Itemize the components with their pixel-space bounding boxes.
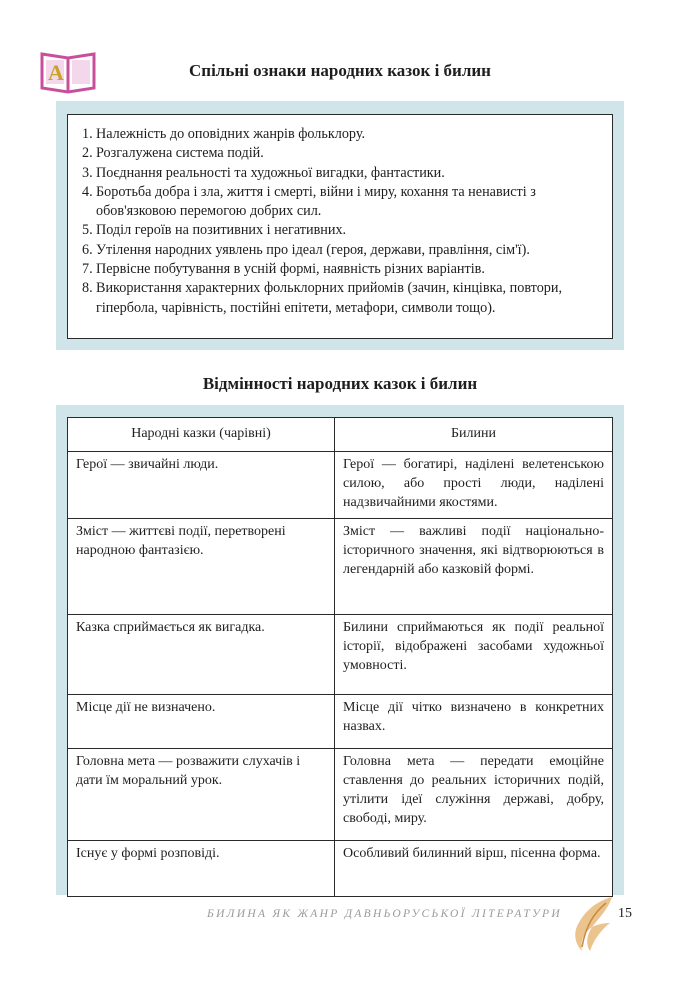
differences-box [56, 405, 624, 895]
differences-table [67, 417, 613, 897]
running-footer: БИЛИНА ЯК ЖАНР ДАВНЬОРУСЬКОЇ ЛІТЕРАТУРИ [206, 908, 562, 920]
list-item: Належність до оповідних жанрів фольклору. [96, 126, 366, 142]
table-row [68, 841, 613, 897]
table-cell: Головна мета — передати емоційне ставлення до реальних історичних подій, утілити ідеї служіння державі, добру, свободі, миру. [335, 749, 613, 841]
table-row [68, 749, 613, 841]
list-item: Поєднання реальності та художньої вигадки, фантастики. [96, 164, 445, 181]
list-item: Утілення народних уявлень про ідеал (героя, держави, правління, сім'ї). [96, 241, 530, 258]
table-cell: Особливий билинний вірш, пісенна форма. [335, 841, 613, 897]
common-features-title: Спільні ознаки народних казок і билин [189, 61, 491, 80]
list-item: Поділ героїв на позитивних і негативних. [96, 222, 347, 239]
table-cell: Зміст — важливі події національно-історичного значення, які відтворюються в легендарній або казковій формі. [335, 519, 613, 615]
table-cell: Герої — звичайні люди. [68, 452, 335, 519]
quill-ornament-icon [566, 893, 618, 955]
column-header-tales: Народні казки (чарівні) [68, 418, 335, 452]
table-cell: Казка сприймається як вигадка. [68, 615, 335, 695]
book-icon-letter: А [48, 60, 64, 85]
table-cell: Місце дії не визначено. [68, 695, 335, 749]
table-cell: Герої — богатирі, наділені велетенською силою, або прості люди, наділені надзвичайними якостями. [335, 452, 613, 519]
common-features-list [68, 115, 612, 318]
differences-title: Відмінності народних казок і билин [202, 374, 478, 393]
list-item: Використання характерних фольклорних прийомів (зачин, кінцівка, повтори, гіпербола, чарівність, постійні епітети, метафори, символи тощо). [96, 280, 563, 316]
list-item: Боротьба добра і зла, життя і смерті, війни і миру, кохання та ненависті з обов'язковою перемогою добрих сил. [96, 183, 536, 220]
table-cell: Зміст — життєві події, перетворені народною фантазією. [68, 519, 335, 615]
common-features-box [56, 101, 624, 350]
table-cell: Місце дії чітко визначено в конкретних назвах. [335, 695, 613, 749]
common-features-frame [67, 114, 613, 339]
book-icon [38, 48, 98, 94]
table-header-row [68, 418, 613, 452]
table-cell: Билини сприймаються як події реальної історії, відображені засобами художньої умовності. [335, 615, 613, 695]
column-header-bylyny: Билини [335, 418, 613, 452]
list-item: Розгалужена система подій. [96, 145, 264, 162]
table-row [68, 695, 613, 749]
table-row [68, 519, 613, 615]
table-row [68, 452, 613, 519]
table-row [68, 615, 613, 695]
list-item: Первісне побутування в усній формі, наявність різних варіантів. [96, 261, 485, 278]
table-cell: Існує у формі розповіді. [68, 841, 335, 897]
table-cell: Головна мета — розважити слухачів і дати їм моральний урок. [68, 749, 335, 841]
page-number: 15 [618, 906, 632, 921]
